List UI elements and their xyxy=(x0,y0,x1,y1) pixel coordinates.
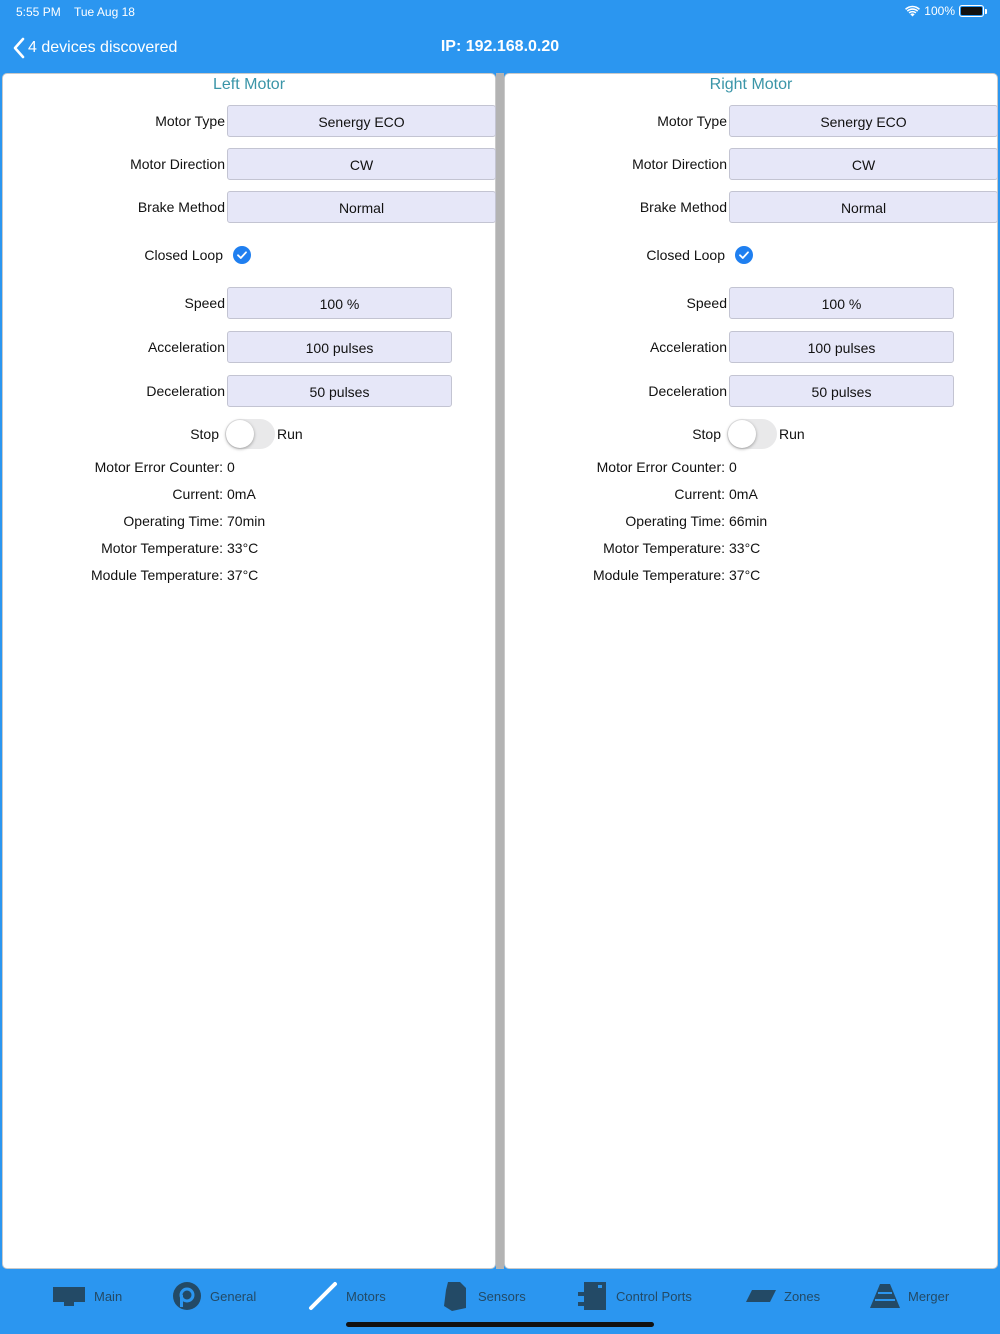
right-motor-title: Right Motor xyxy=(709,76,793,93)
operating-time-value: 70min xyxy=(227,513,266,529)
motor-temperature-label: Motor Temperature: xyxy=(101,540,223,556)
home-indicator[interactable] xyxy=(346,1322,654,1327)
brake-method-label: Brake Method xyxy=(639,199,727,215)
left-motor-panel xyxy=(2,73,496,1269)
back-button-label: 4 devices discovered xyxy=(28,39,178,56)
run-label: Run xyxy=(277,426,303,442)
motor-direction-row xyxy=(3,148,495,180)
status-right xyxy=(905,4,984,18)
module-temperature-row xyxy=(3,567,495,587)
run-label: Run xyxy=(779,426,805,442)
motors-icon xyxy=(308,1281,338,1311)
operating-time-row xyxy=(3,513,495,533)
tab-main-label: Main xyxy=(94,1288,123,1304)
speed-row xyxy=(505,287,997,319)
motor-direction-label: Motor Direction xyxy=(130,156,225,172)
current-label: Current: xyxy=(674,486,725,502)
error-counter-value: 0 xyxy=(729,459,737,475)
motor-direction-select[interactable]: CW xyxy=(227,148,496,180)
operating-time-value: 66min xyxy=(729,513,768,529)
tab-control-ports[interactable] xyxy=(578,1280,692,1312)
right-motor-panel xyxy=(504,73,998,1269)
wifi-icon xyxy=(905,5,920,17)
error-counter-row xyxy=(3,459,495,479)
operating-time-row xyxy=(505,513,997,533)
motor-direction-row xyxy=(505,148,997,180)
motor-direction-select[interactable]: CW xyxy=(729,148,998,180)
operating-time-label: Operating Time: xyxy=(625,513,725,529)
stop-run-toggle[interactable] xyxy=(727,419,777,449)
brake-method-row xyxy=(3,191,495,223)
main-icon xyxy=(52,1285,86,1307)
deceleration-input[interactable]: 50 pulses xyxy=(227,375,452,407)
tab-sensors-label: Sensors xyxy=(478,1288,526,1304)
acceleration-row xyxy=(505,331,997,363)
closed-loop-row xyxy=(505,239,997,271)
stop-label: Stop xyxy=(190,426,219,442)
error-counter-row xyxy=(505,459,997,479)
acceleration-row xyxy=(3,331,495,363)
speed-row xyxy=(3,287,495,319)
motor-temperature-row xyxy=(3,540,495,560)
stop-run-toggle[interactable] xyxy=(225,419,275,449)
zones-icon xyxy=(746,1288,776,1304)
closed-loop-label: Closed Loop xyxy=(646,247,725,263)
deceleration-input[interactable]: 50 pulses xyxy=(729,375,954,407)
battery-percent: 100% xyxy=(924,4,955,18)
acceleration-label: Acceleration xyxy=(649,339,727,355)
deceleration-row xyxy=(505,375,997,407)
error-counter-label: Motor Error Counter: xyxy=(94,459,223,475)
motor-type-row xyxy=(505,105,997,137)
status-date: Tue Aug 18 xyxy=(74,5,135,19)
stop-run-row xyxy=(3,419,495,451)
current-row xyxy=(3,486,495,506)
general-icon xyxy=(172,1281,202,1311)
navigation-bar xyxy=(0,24,1000,72)
control-ports-icon xyxy=(578,1280,608,1312)
tab-zones[interactable] xyxy=(746,1280,820,1312)
acceleration-input[interactable]: 100 pulses xyxy=(729,331,954,363)
motor-temperature-value: 33°C xyxy=(729,540,761,556)
error-counter-value: 0 xyxy=(227,459,235,475)
current-value: 0mA xyxy=(227,486,256,502)
sensors-icon xyxy=(442,1280,470,1312)
tab-motors-label: Motors xyxy=(346,1288,386,1304)
left-motor-title: Left Motor xyxy=(212,76,286,93)
closed-loop-row xyxy=(3,239,495,271)
error-counter-label: Motor Error Counter: xyxy=(596,459,725,475)
module-temperature-label: Module Temperature: xyxy=(90,567,223,583)
deceleration-label: Deceleration xyxy=(648,383,727,399)
motor-type-select[interactable]: Senergy ECO xyxy=(227,105,496,137)
status-bar xyxy=(0,0,1000,24)
motor-temperature-row xyxy=(505,540,997,560)
tab-general-label: General xyxy=(210,1288,257,1304)
closed-loop-label: Closed Loop xyxy=(144,247,223,263)
motor-temperature-label: Motor Temperature: xyxy=(603,540,725,556)
tab-main[interactable] xyxy=(52,1280,122,1312)
brake-method-select[interactable]: Normal xyxy=(729,191,998,223)
operating-time-label: Operating Time: xyxy=(123,513,223,529)
tab-control-ports-label: Control Ports xyxy=(616,1288,692,1304)
status-time: 5:55 PM xyxy=(16,5,61,19)
motor-type-label: Motor Type xyxy=(657,113,727,129)
tab-merger[interactable] xyxy=(870,1280,949,1312)
current-label: Current: xyxy=(172,486,223,502)
stop-label: Stop xyxy=(692,426,721,442)
deceleration-row xyxy=(3,375,495,407)
deceleration-label: Deceleration xyxy=(146,383,225,399)
tab-motors[interactable] xyxy=(308,1280,386,1312)
module-temperature-value: 37°C xyxy=(729,567,761,583)
battery-icon xyxy=(959,5,984,17)
motor-type-row xyxy=(3,105,495,137)
tab-sensors[interactable] xyxy=(442,1280,526,1312)
acceleration-label: Acceleration xyxy=(147,339,225,355)
closed-loop-checkbox-icon[interactable] xyxy=(735,246,753,264)
tab-general[interactable] xyxy=(172,1280,256,1312)
speed-label: Speed xyxy=(184,295,225,311)
motor-temperature-value: 33°C xyxy=(227,540,259,556)
stop-run-row xyxy=(505,419,997,451)
brake-method-select[interactable]: Normal xyxy=(227,191,496,223)
motor-type-label: Motor Type xyxy=(155,113,225,129)
speed-label: Speed xyxy=(686,295,727,311)
closed-loop-checkbox-icon[interactable] xyxy=(233,246,251,264)
motor-direction-label: Motor Direction xyxy=(632,156,727,172)
speed-input[interactable]: 100 % xyxy=(729,287,954,319)
merger-icon xyxy=(870,1282,900,1310)
module-temperature-row xyxy=(505,567,997,587)
current-row xyxy=(505,486,997,506)
panel-divider xyxy=(496,73,504,1269)
speed-input[interactable]: 100 % xyxy=(227,287,452,319)
tab-zones-label: Zones xyxy=(784,1288,821,1304)
motor-type-select[interactable]: Senergy ECO xyxy=(729,105,998,137)
tab-merger-label: Merger xyxy=(908,1288,950,1304)
module-temperature-label: Module Temperature: xyxy=(592,567,725,583)
brake-method-row xyxy=(505,191,997,223)
acceleration-input[interactable]: 100 pulses xyxy=(227,331,452,363)
current-value: 0mA xyxy=(729,486,758,502)
module-temperature-value: 37°C xyxy=(227,567,259,583)
brake-method-label: Brake Method xyxy=(137,199,225,215)
page-title: IP: 192.168.0.20 xyxy=(440,38,560,55)
